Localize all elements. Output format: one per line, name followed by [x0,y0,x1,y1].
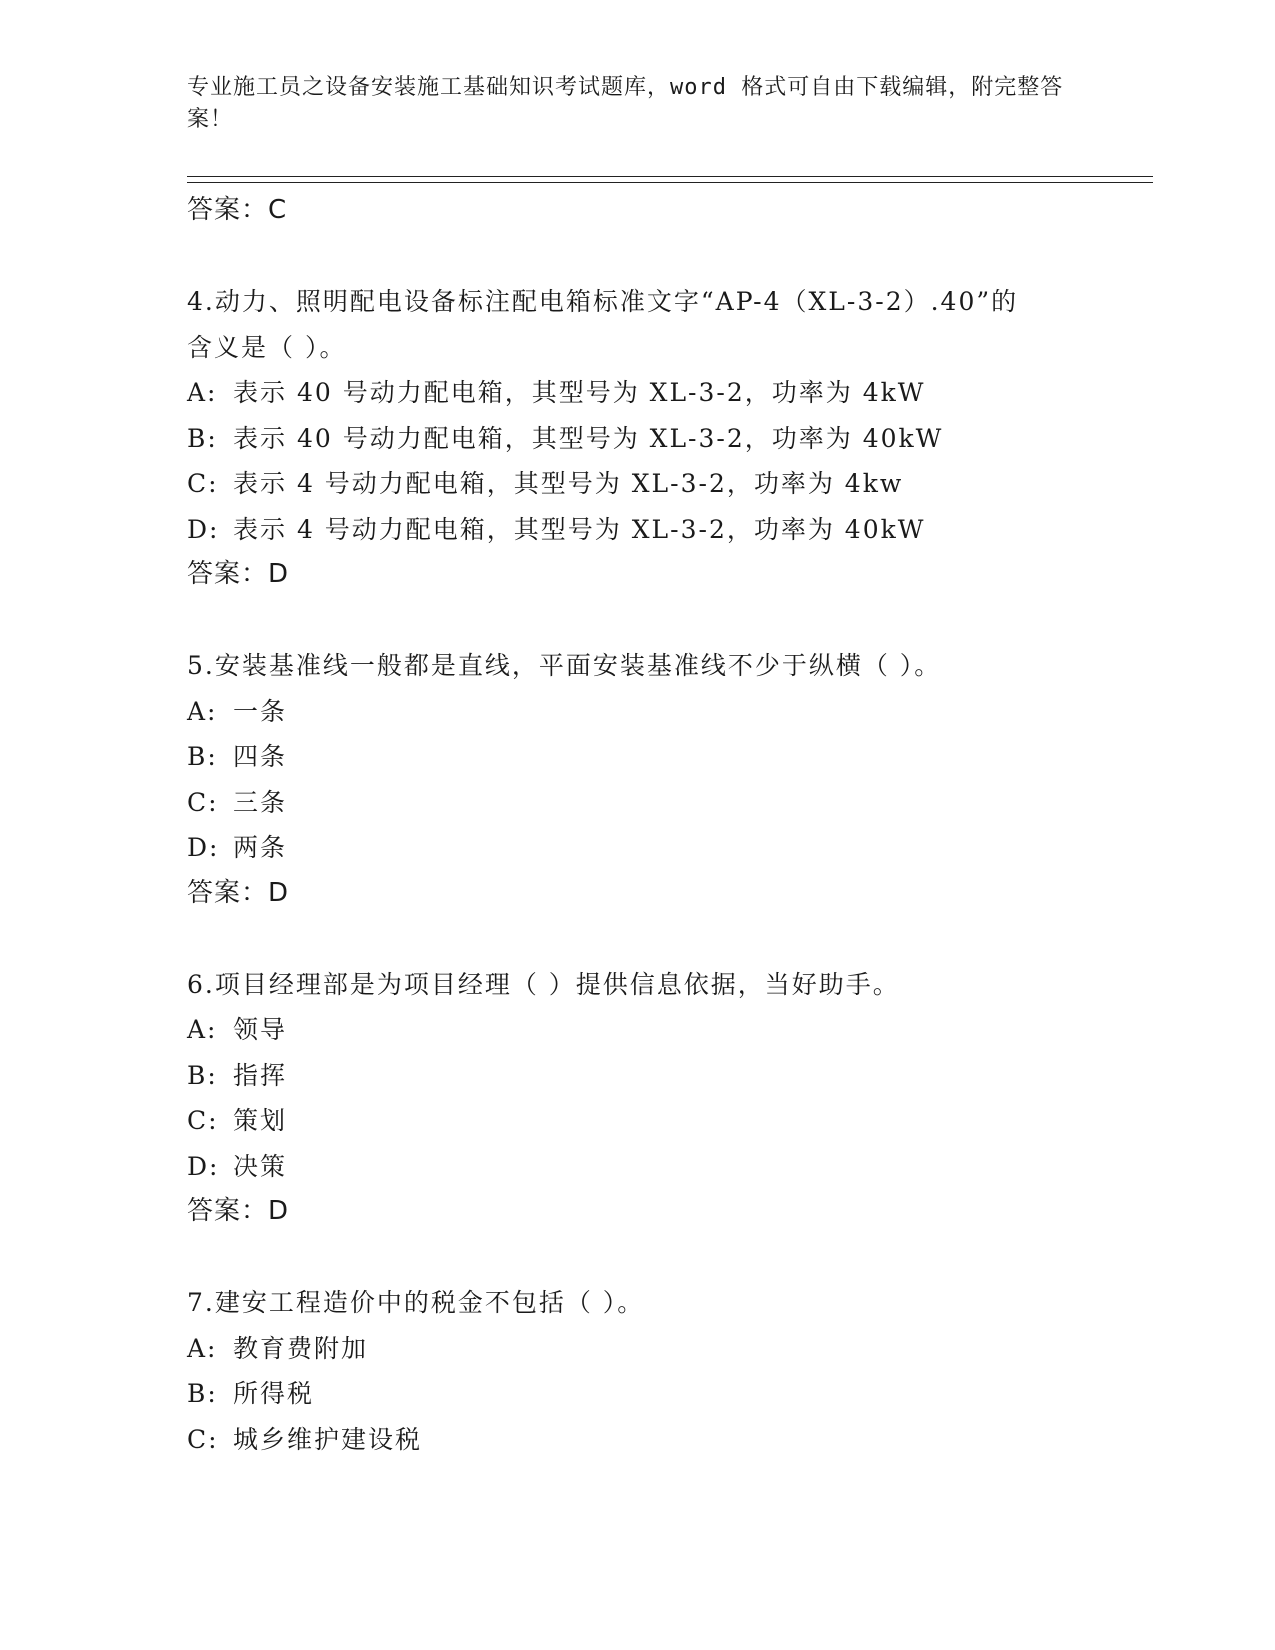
option-b [187,416,1147,462]
option-key: A: [187,378,218,407]
option-text: 决策 [233,1151,288,1181]
question-list [187,188,1147,1462]
option-key: C: [187,787,219,817]
question-block [187,962,1147,1235]
question-block [187,279,1147,598]
option-key: D: [187,833,220,862]
option-a [187,689,1147,735]
option-text: 城乡维护建设税 [233,1424,423,1454]
option-text: 表示 40 号动力配电箱，其型号为 XL-3-2，功率为 40kW [233,423,944,453]
option-key: C: [187,469,219,498]
question-block [187,1280,1147,1462]
option-b [187,734,1147,780]
header-divider-top [187,176,1153,177]
option-text: 表示 4 号动力配电箱，其型号为 XL-3-2，功率为 40kW [233,514,926,544]
answer-line: 答案：D [187,1196,290,1226]
option-key: C: [187,1424,219,1454]
option-text: 三条 [233,787,288,817]
question-stem: 5.安装基准线一般都是直线，平面安装基准线不少于纵横（ ）。 [187,651,942,680]
option-text: 表示 4 号动力配电箱，其型号为 XL-3-2，功率为 4kw [233,469,904,498]
option-c [187,1417,1147,1463]
option-key: B: [187,1379,218,1408]
option-text: 两条 [233,833,288,862]
option-c [187,461,1147,507]
option-a [187,370,1147,416]
option-key: C: [187,1106,219,1135]
question-stem: 6.项目经理部是为项目经理（ ）提供信息依据，当好助手。 [187,969,900,999]
option-c [187,780,1147,826]
document-header: 专业施工员之设备安装施工基础知识考试题库，word 格式可自由下载编辑，附完整答案！ [187,75,1064,132]
option-text: 领导 [233,1015,288,1044]
option-d [187,825,1147,871]
option-a [187,1326,1147,1372]
question-stem-continued: 含义是（ ）。 [187,332,347,362]
question-stem: 7.建安工程造价中的税金不包括（ ）。 [187,1288,645,1317]
option-d [187,1144,1147,1190]
question-stem: 4.动力、照明配电设备标注配电箱标准文字“AP-4（XL-3-2）.40”的 [187,287,1019,316]
option-text: 所得税 [233,1379,315,1408]
answer-line: 答案：C [187,195,288,225]
option-key: B: [187,423,218,453]
option-text: 教育费附加 [233,1333,369,1363]
option-key: B: [187,1060,218,1090]
option-key: B: [187,742,218,771]
option-text: 策划 [233,1106,288,1135]
option-c [187,1098,1147,1144]
option-key: A: [187,1015,218,1044]
option-key: A: [187,1333,218,1363]
option-b [187,1053,1147,1099]
document-page [187,0,1147,1650]
option-text: 四条 [233,742,288,771]
answer-line: 答案：D [187,559,290,589]
option-text: 指挥 [233,1060,288,1090]
option-text: 表示 40 号动力配电箱，其型号为 XL-3-2，功率为 4kW [233,378,926,407]
option-b [187,1371,1147,1417]
option-key: D: [187,514,220,544]
option-d [187,507,1147,553]
answer-line: 答案：D [187,877,290,908]
option-key: A: [187,696,218,726]
option-text: 一条 [233,696,288,726]
header-divider-bottom [187,182,1153,183]
question-block [187,643,1147,916]
option-a [187,1007,1147,1053]
option-key: D: [187,1151,220,1181]
